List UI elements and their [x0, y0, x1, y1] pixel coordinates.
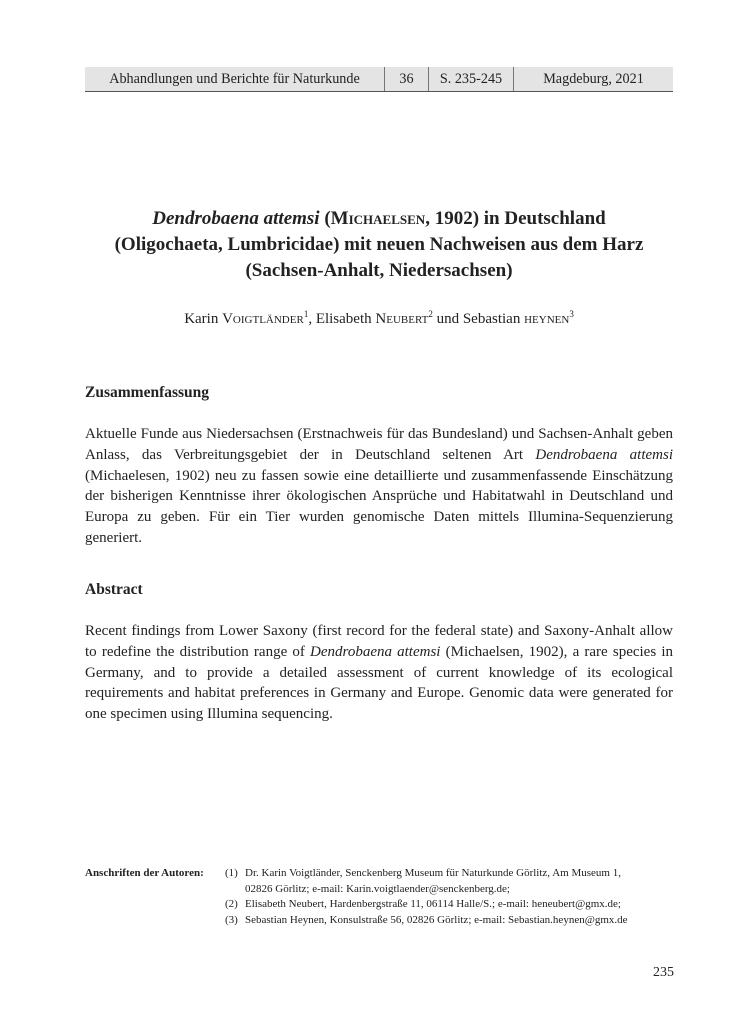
journal-pages: S. 235-245: [429, 67, 514, 91]
author-1-surname: Voigtländer: [222, 311, 304, 327]
journal-header: [85, 67, 673, 92]
author-list: Karin Voigtländer$^1$, Elisabeth Neubert$^2$ und Sebastian heynen$^3$: [184, 309, 574, 327]
title-line-2: (Oligochaeta, Lumbricidae) mit neuen Nachweisen aus dem Harz: [114, 234, 644, 255]
title-line-3: (Sachsen-Anhalt, Niedersachsen): [245, 260, 513, 281]
species-name: Dendrobaena attemsi: [310, 643, 441, 660]
title-author: Michaelsen: [330, 208, 426, 229]
journal-name: Abhandlungen und Berichte für Naturkunde: [85, 67, 385, 91]
addresses-label: Anschriften der Autoren:: [85, 867, 204, 879]
title-species: Dendrobaena attemsi: [152, 208, 320, 229]
zusammenfassung-heading: Zusammenfassung: [85, 384, 210, 401]
journal-place-year: Magdeburg, 2021: [543, 70, 644, 87]
paper-title: [85, 206, 673, 284]
author-addresses: [85, 866, 685, 928]
species-name: Dendrobaena attemsi: [535, 446, 674, 463]
address-item: (2) Elisabeth Neubert, Hardenbergstraße 11, 06114 Halle/S.; e-mail: heneubert@gmx.de;: [225, 898, 621, 910]
zusammenfassung-text: Aktuelle Funde aus Niedersachsen (Erstnachweis für das Bundesland) und Sachsen-Anhalt geben Anlass, das Verbreitungsgebiet der in Deutschland seltenen Art Dendrobaena attemsi (Michaelesen, 1902) neu zu fassen sowie eine detaillierte und zusammenfassende Einschätzung der bisherigen Kenntnisse ihrer ökologischen Ansprüche und Habitatwahl in Deutschland und Europa zu geben. Für ein Tier wurden genomische Daten mittels Illumina-Sequenzierung generiert.: [85, 426, 674, 546]
addresses-list: [225, 866, 685, 928]
author-2-surname: Neubert: [375, 311, 429, 327]
author-3-surname: heynen: [524, 311, 570, 327]
address-item: (1) Dr. Karin Voigtländer, Senckenberg Museum für Naturkunde Görlitz, Am Museum 1, 02826 Görlitz; e-mail: Karin.voigtlaender@senckenberg.de;: [225, 867, 621, 895]
abstract-text: Recent findings from Lower Saxony (first record for the federal state) and Saxony-Anhalt allow to redefine the distribution range of Dendrobaena attemsi (Michaelsen, 1902), a rare species in Germany, and to provide a detailed assessment of current knowledge of its ecological requirements and habitat preferences in Germany and Europe. Genomic data were generated for one specimen using Illumina sequencing.: [85, 623, 673, 723]
abstract-heading: Abstract: [85, 581, 143, 598]
page-number: 235: [653, 965, 674, 980]
title-line-1: Dendrobaena attemsi (Michaelsen, 1902) in Deutschland: [152, 208, 606, 229]
journal-volume: 36: [385, 67, 429, 91]
address-item: (3) Sebastian Heynen, Konsulstraße 56, 02826 Görlitz; e-mail: Sebastian.heynen@gmx.de: [225, 913, 628, 926]
